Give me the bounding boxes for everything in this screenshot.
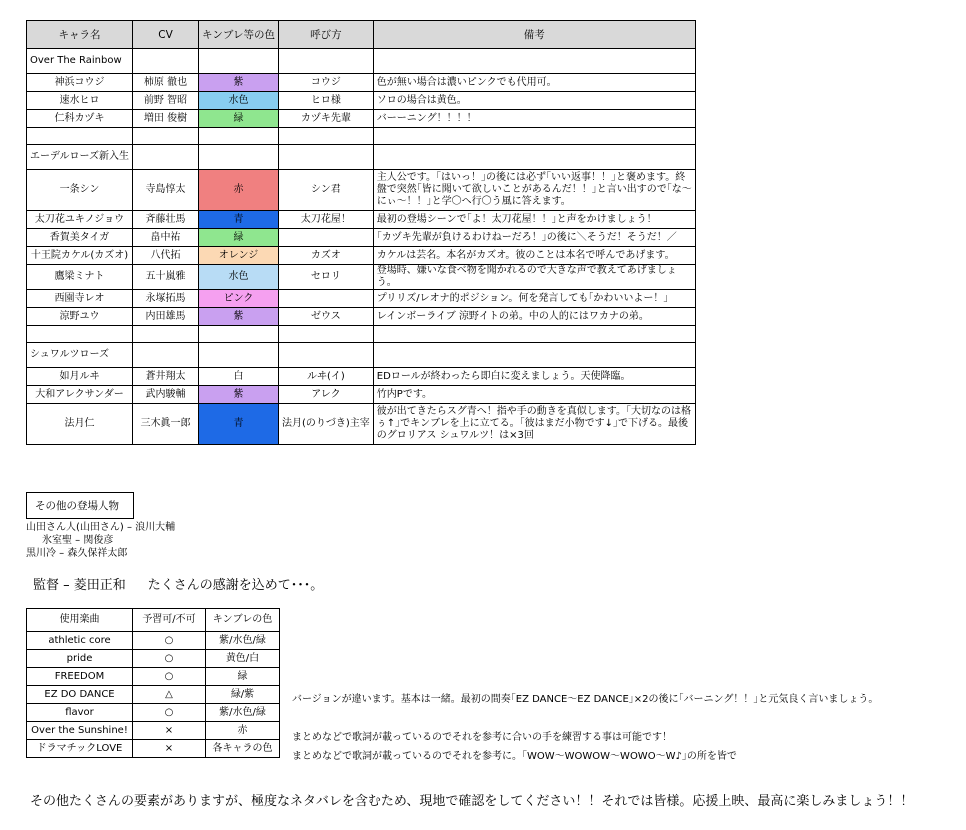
song-title: flavor	[27, 704, 133, 722]
song-penlight-color: 緑/紫	[206, 686, 280, 704]
song-row	[27, 668, 280, 686]
call-name: 法月(のりづき)主宰	[278, 404, 373, 445]
song-title: ドラマチックLOVE	[27, 740, 133, 758]
others-line: 山田さん人(山田さん) – 浪川大輔	[26, 522, 176, 533]
call-name: ルヰ(イ)	[278, 368, 373, 386]
group-row	[27, 145, 696, 170]
remark: レインボーライブ 涼野イトの弟。中の人的にはワカナの弟。	[373, 308, 695, 326]
voice-actor: 増田 俊樹	[133, 110, 199, 128]
character-name: 涼野ユウ	[27, 308, 133, 326]
character-name: 十王院カケル(カズオ)	[27, 247, 133, 265]
song-row	[27, 632, 280, 650]
remark: 登場時、嫌いな食べ物を聞かれるので大きな声で教えてあげましょう。	[373, 265, 695, 290]
table-row	[27, 404, 696, 445]
character-name: 速水ヒロ	[27, 92, 133, 110]
empty-cell	[278, 326, 373, 343]
group-name: エーデルローズ新入生	[27, 145, 133, 170]
call-name: コウジ	[278, 74, 373, 92]
empty-cell	[27, 128, 133, 145]
call-name: ヒロ様	[278, 92, 373, 110]
voice-actor: 蒼井翔太	[133, 368, 199, 386]
song-title: Over the Sunshine!	[27, 722, 133, 740]
voice-actor: 寺島惇太	[133, 170, 199, 211]
practice-mark: △	[133, 686, 206, 704]
empty-cell	[373, 326, 695, 343]
call-name	[278, 229, 373, 247]
empty-cell	[373, 343, 695, 368]
practice-mark: ○	[133, 632, 206, 650]
table-row	[27, 170, 696, 211]
song-note: バージョンが違います。基本は一緒。最初の間奏｢EZ DANCE～EZ DANCE｣×2の後に｢バーニング！！｣と元気良く言いましょう。	[292, 694, 879, 705]
penlight-color: 紫	[199, 386, 279, 404]
character-name: 西園寺レオ	[27, 290, 133, 308]
remark: EDロールが終わったら即白に変えましょう。天使降臨。	[373, 368, 695, 386]
empty-cell	[133, 145, 199, 170]
empty-cell	[27, 326, 133, 343]
penlight-color: 水色	[199, 92, 279, 110]
group-row	[27, 49, 696, 74]
table-row	[27, 386, 696, 404]
remark: 彼が出てきたらスグ青へ！指や手の動きを真似します。｢大切なのは格ぅ↑｣でキンブレを上に立てる。｢彼はまだ小物です↓｣で下げる。最後のグロリアス シュワルツ！は×3回	[373, 404, 695, 445]
song-row	[27, 722, 280, 740]
empty-cell	[133, 128, 199, 145]
character-name: 一条シン	[27, 170, 133, 211]
song-header-row	[27, 609, 280, 632]
table-header-row	[27, 21, 696, 49]
remark: 竹内Pです。	[373, 386, 695, 404]
song-row	[27, 650, 280, 668]
character-name: 香賀美タイガ	[27, 229, 133, 247]
voice-actor: 柿原 徹也	[133, 74, 199, 92]
song-row	[27, 704, 280, 722]
group-name: Over The Rainbow	[27, 49, 133, 74]
remark: 主人公です。｢はいっ！｣の後には必ず｢いい返事！！｣と褒めます。終盤で突然｢皆に聞いて欲しいことがあるんだ！！｣と言い出すので｢な～にぃ～！！｣と学〇へ行〇う風に答えます。	[373, 170, 695, 211]
call-name: カズオ	[278, 247, 373, 265]
table-row	[27, 308, 696, 326]
song-note: まとめなどで歌詞が載っているのでそれを参考に。｢WOW～WOWOW～WOWO～W♪｣の所を皆で	[292, 751, 737, 762]
song-table	[26, 608, 280, 758]
penlight-color: 赤	[199, 170, 279, 211]
empty-cell	[133, 326, 199, 343]
remark: ソロの場合は黄色。	[373, 92, 695, 110]
empty-cell	[278, 128, 373, 145]
empty-cell	[199, 128, 279, 145]
song-row	[27, 740, 280, 758]
call-name: セロリ	[278, 265, 373, 290]
song-column-header: キンブレの色	[206, 609, 280, 632]
penlight-color: オレンジ	[199, 247, 279, 265]
character-name: 太刀花ユキノジョウ	[27, 211, 133, 229]
others-line: 氷室聖 – 関俊彦	[42, 535, 114, 546]
table-row	[27, 368, 696, 386]
practice-mark: ○	[133, 704, 206, 722]
director-credit	[33, 574, 323, 593]
table-row	[27, 110, 696, 128]
song-title: athletic core	[27, 632, 133, 650]
empty-cell	[278, 343, 373, 368]
penlight-color: 緑	[199, 229, 279, 247]
song-column-header: 予習可/不可	[133, 609, 206, 632]
call-name: アレク	[278, 386, 373, 404]
call-name: カヅキ先輩	[278, 110, 373, 128]
empty-cell	[199, 326, 279, 343]
remark: カケルは芸名。本名がカズオ。彼のことは本名で呼んであげます。	[373, 247, 695, 265]
penlight-color: 水色	[199, 265, 279, 290]
song-penlight-color: 赤	[206, 722, 280, 740]
table-row	[27, 265, 696, 290]
practice-mark: ×	[133, 722, 206, 740]
empty-cell	[373, 128, 695, 145]
empty-cell	[373, 49, 695, 74]
call-name	[278, 290, 373, 308]
column-header: CV	[133, 21, 199, 49]
song-penlight-color: 緑	[206, 668, 280, 686]
song-title: EZ DO DANCE	[27, 686, 133, 704]
character-name: 大和アレクサンダー	[27, 386, 133, 404]
director-name: 監督 – 菱田正和	[33, 578, 126, 593]
footer-message: その他たくさんの要素がありますが、極度なネタバレを含むため、現地で確認をしてください！！それでは皆様。応援上映、最高に楽しみましょう！！	[30, 794, 914, 809]
voice-actor: 五十嵐雅	[133, 265, 199, 290]
remark: バーーニング！！！！	[373, 110, 695, 128]
table-row	[27, 247, 696, 265]
voice-actor: 前野 智昭	[133, 92, 199, 110]
song-title: FREEDOM	[27, 668, 133, 686]
song-penlight-color: 紫/水色/緑	[206, 632, 280, 650]
remark: ｢カヅキ先輩が負けるわけねーだろ！｣の後に＼そうだ！そうだ！／	[373, 229, 695, 247]
table-row	[27, 92, 696, 110]
table-row	[27, 211, 696, 229]
practice-mark: ○	[133, 668, 206, 686]
character-name: 法月仁	[27, 404, 133, 445]
group-row	[27, 343, 696, 368]
song-title: pride	[27, 650, 133, 668]
character-name: 如月ルヰ	[27, 368, 133, 386]
spacer-row	[27, 128, 696, 145]
character-name: 神浜コウジ	[27, 74, 133, 92]
table-row	[27, 229, 696, 247]
penlight-color: 緑	[199, 110, 279, 128]
call-name: ゼウス	[278, 308, 373, 326]
voice-actor: 三木眞一郎	[133, 404, 199, 445]
empty-cell	[199, 49, 279, 74]
call-name: シン君	[278, 170, 373, 211]
table-row	[27, 74, 696, 92]
character-name: 仁科カヅキ	[27, 110, 133, 128]
voice-actor: 斉藤壮馬	[133, 211, 199, 229]
table-row	[27, 290, 696, 308]
empty-cell	[278, 145, 373, 170]
thanks-message: たくさんの感謝を込めて･･･。	[147, 578, 324, 593]
group-name: シュワルツローズ	[27, 343, 133, 368]
character-name: 鷹梁ミナト	[27, 265, 133, 290]
practice-mark: ○	[133, 650, 206, 668]
empty-cell	[133, 49, 199, 74]
empty-cell	[278, 49, 373, 74]
penlight-color: 紫	[199, 308, 279, 326]
character-table	[26, 20, 696, 445]
song-note: まとめなどで歌詞が載っているのでそれを参考に合いの手を練習する事は可能です！	[292, 732, 672, 743]
empty-cell	[199, 145, 279, 170]
remark: 最初の登場シーンで｢よ！太刀花屋！！｣と声をかけましょう！	[373, 211, 695, 229]
column-header: キンブレ等の色	[199, 21, 279, 49]
remark: 色が無い場合は濃いピンクでも代用可。	[373, 74, 695, 92]
column-header: キャラ名	[27, 21, 133, 49]
empty-cell	[199, 343, 279, 368]
column-header: 呼び方	[278, 21, 373, 49]
others-line: 黒川冷 – 森久保祥太郎	[26, 548, 128, 559]
voice-actor: 武内駿輔	[133, 386, 199, 404]
others-title: その他の登場人物	[26, 492, 134, 519]
song-column-header: 使用楽曲	[27, 609, 133, 632]
penlight-color: ピンク	[199, 290, 279, 308]
call-name: 太刀花屋！	[278, 211, 373, 229]
voice-actor: 畠中祐	[133, 229, 199, 247]
practice-mark: ×	[133, 740, 206, 758]
song-row	[27, 686, 280, 704]
song-penlight-color: 紫/水色/緑	[206, 704, 280, 722]
penlight-color: 白	[199, 368, 279, 386]
empty-cell	[133, 343, 199, 368]
remark: プリリズ/レオナ的ポジション。何を発言しても｢かわいいよー！｣	[373, 290, 695, 308]
song-penlight-color: 各キャラの色	[206, 740, 280, 758]
penlight-color: 紫	[199, 74, 279, 92]
voice-actor: 内田雄馬	[133, 308, 199, 326]
column-header: 備考	[373, 21, 695, 49]
penlight-color: 青	[199, 211, 279, 229]
empty-cell	[373, 145, 695, 170]
voice-actor: 永塚拓馬	[133, 290, 199, 308]
song-penlight-color: 黄色/白	[206, 650, 280, 668]
voice-actor: 八代拓	[133, 247, 199, 265]
penlight-color: 青	[199, 404, 279, 445]
spacer-row	[27, 326, 696, 343]
